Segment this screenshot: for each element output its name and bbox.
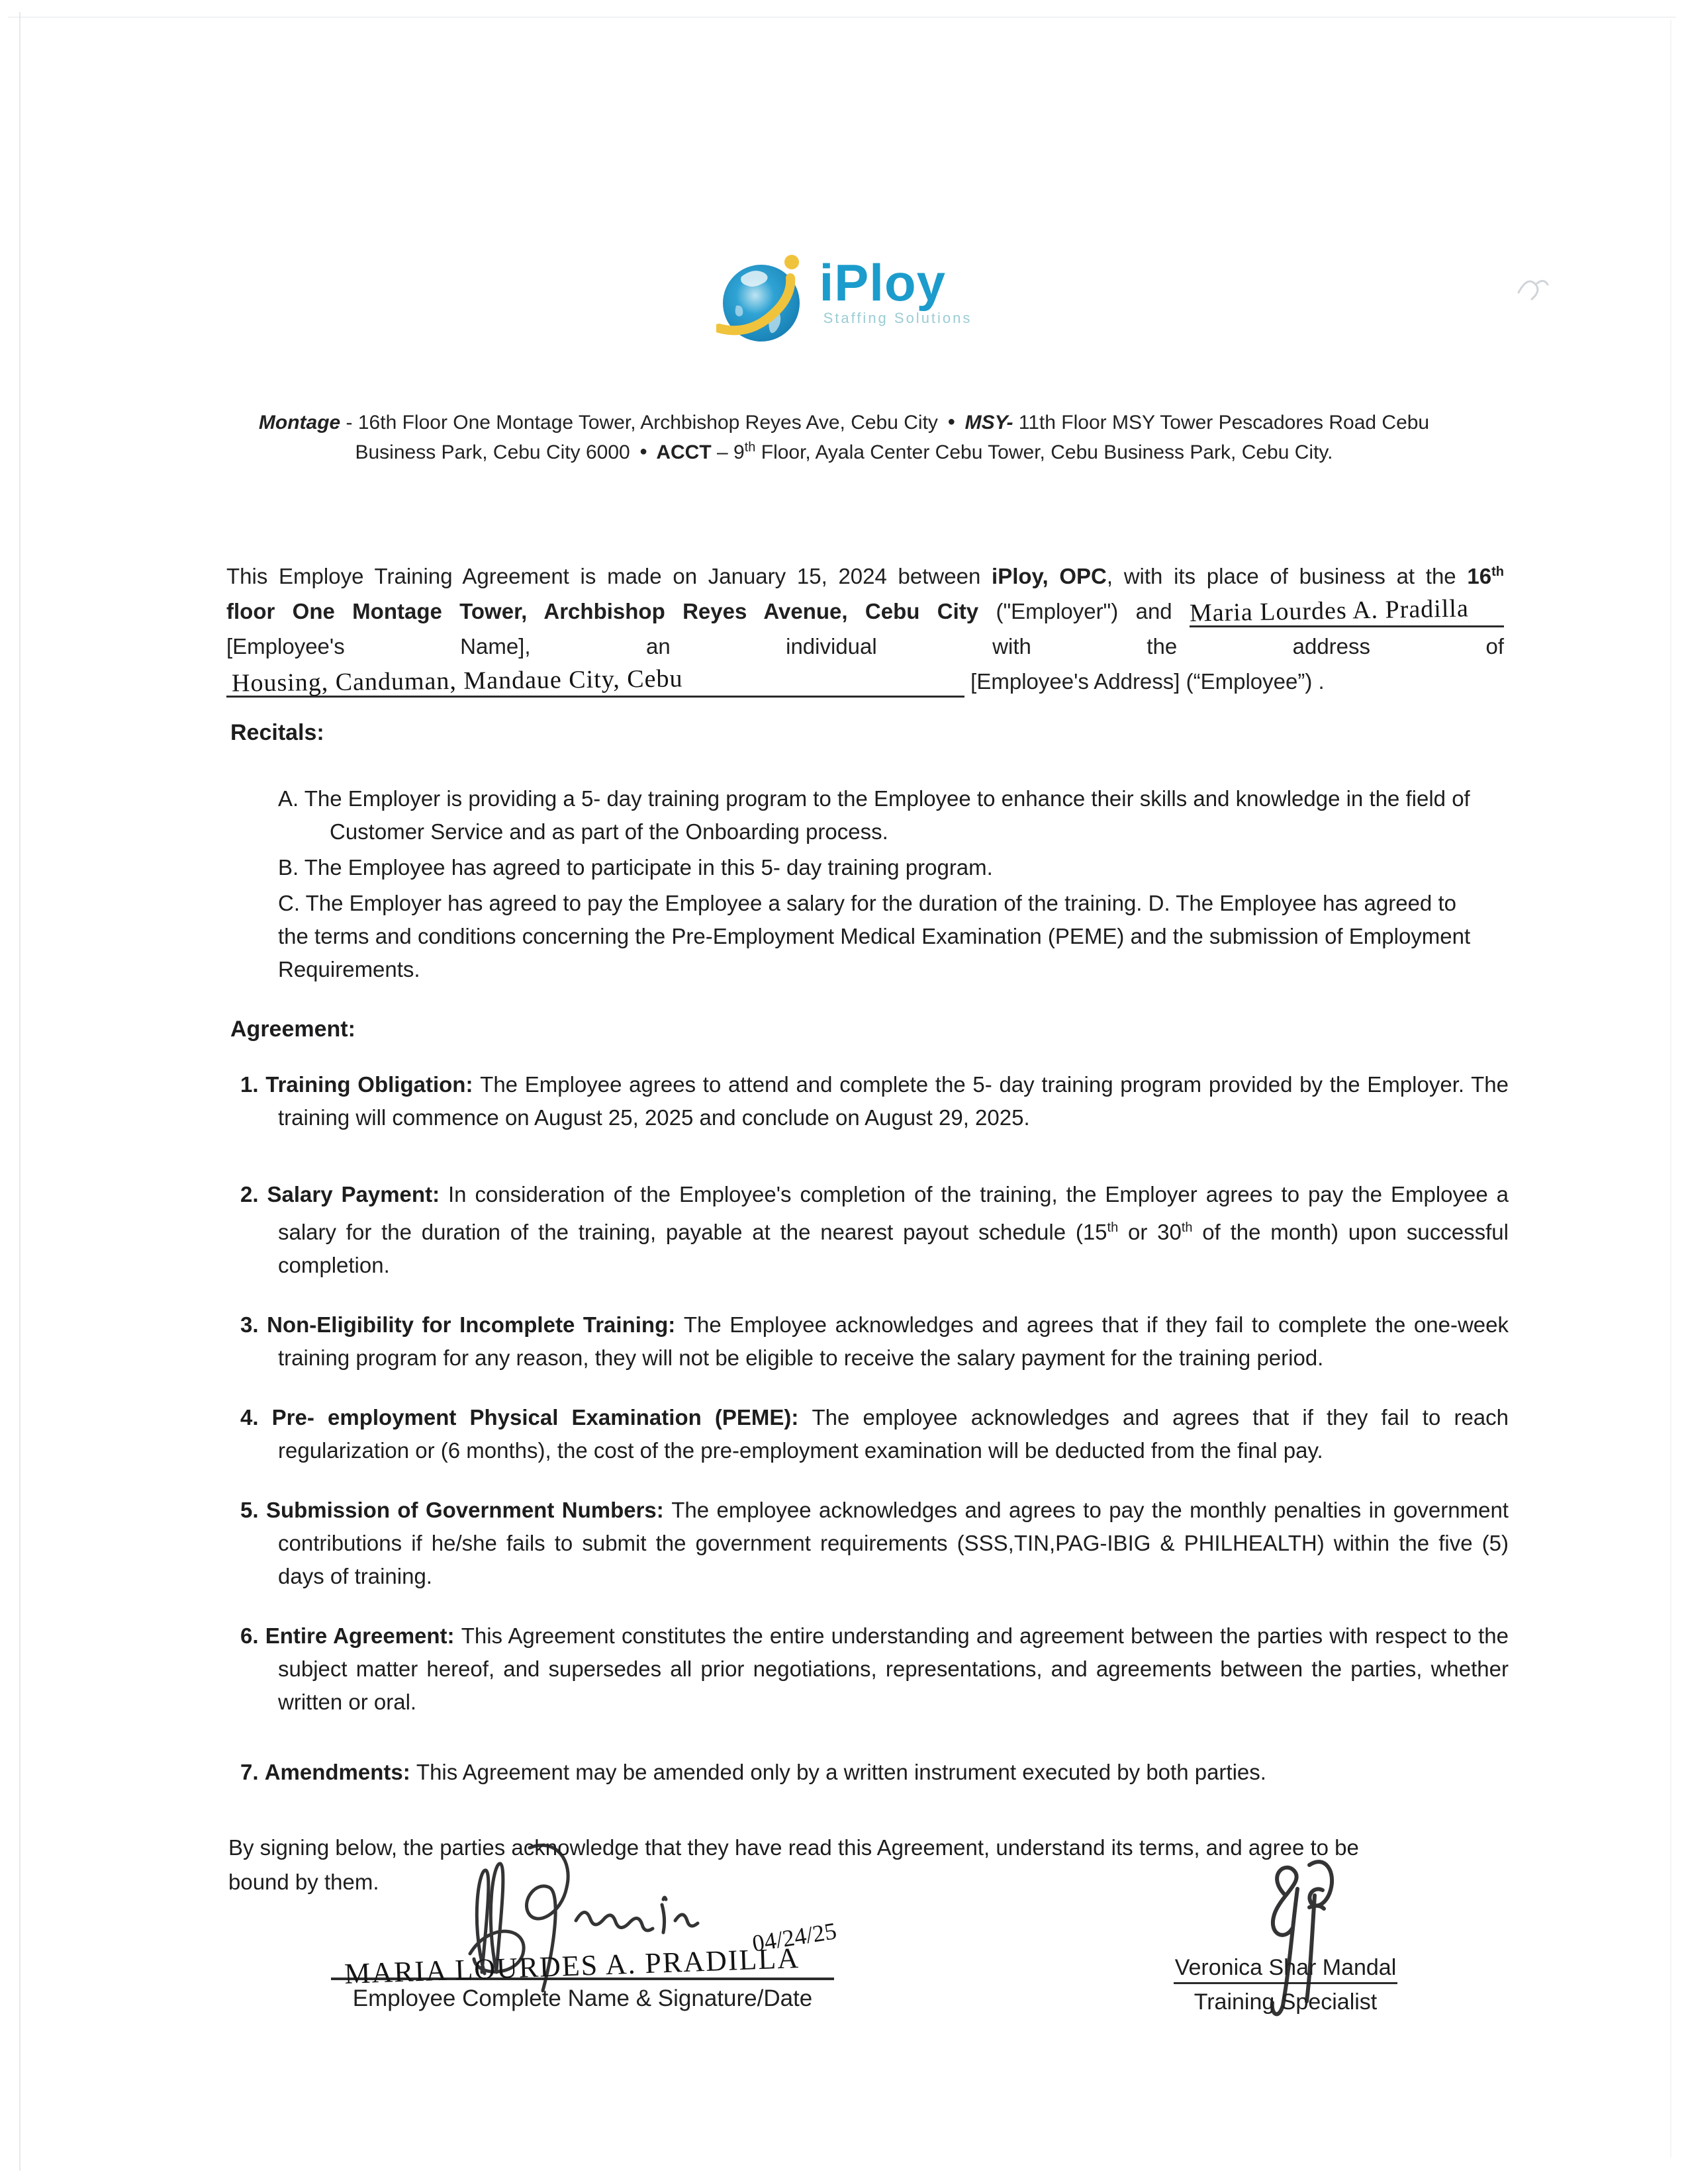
item-number: 3. xyxy=(240,1312,259,1337)
employee-signature-label: Employee Complete Name & Signature/Date xyxy=(352,1985,813,2011)
item-title-colon: : xyxy=(402,1760,416,1784)
intro-sup: th xyxy=(1491,565,1504,579)
employee-signature-line xyxy=(331,1881,839,1990)
address-acct-label: ACCT xyxy=(651,441,712,463)
item-number: 2. xyxy=(240,1182,259,1206)
item-text: The employee acknowledges and agrees to pay the monthly penalties in government contributions if he/she fails to submit the government requirements (SSS,TIN,PAG-IBIG & PHILHEALTH) within the five (5) days of training. xyxy=(278,1498,1509,1588)
item-title: Training Obligation xyxy=(265,1072,466,1097)
recitals-heading: Recitals: xyxy=(230,720,324,745)
item-title-colon: : xyxy=(656,1498,672,1522)
intro-line-2 xyxy=(226,594,1504,629)
agreement-item-3 xyxy=(240,1308,1509,1375)
employer-address-bold: floor One Montage Tower, Archbishop Reyes Avenue, Cebu City xyxy=(226,599,979,623)
address-acct-sup: th xyxy=(744,440,756,455)
closing-paragraph: By signing below, the parties acknowledge that they have read this Agreement, understand its terms, and agree to be bound by them. xyxy=(228,1835,1359,1894)
agreement-item-5 xyxy=(240,1494,1509,1593)
item-title: Salary Payment xyxy=(267,1182,433,1206)
item-number: 5. xyxy=(240,1498,259,1522)
employee-signature-block xyxy=(331,1881,839,2012)
intro-line-1 xyxy=(226,555,1504,594)
item-text: of the month) upon successful completion. xyxy=(278,1220,1509,1277)
agreement-item-2 xyxy=(240,1178,1509,1282)
logo-tagline: Staffing Solutions xyxy=(823,310,972,326)
specialist-signature-block xyxy=(1160,1857,1411,2015)
agreement-items xyxy=(240,1068,1509,1815)
item-text: or 30 xyxy=(1118,1220,1182,1244)
item-text: The Employee agrees to attend and complete the 5- day training program provided by the Employer. The training will commence on August 25, 2025 and conclude on August 29, 2025. xyxy=(278,1072,1509,1130)
address-msy-text: 11th Floor MSY Tower Pescadores Road Cebu Business Park, Cebu City 6000 xyxy=(355,412,1430,463)
employee-address-handwriting: Housing, Canduman, Mandaue City, Cebu xyxy=(231,664,683,698)
item-text: The employee acknowledges and agrees that if they fail to reach regularization or (6 months), the cost of the pre-employment examination will be deducted from the final pay. xyxy=(278,1405,1509,1463)
employee-name-blank xyxy=(1190,594,1504,627)
item-title-colon: : xyxy=(668,1312,684,1337)
item-title: Non-Eligibility for Incomplete Training xyxy=(267,1312,669,1337)
specialist-title: Training Specialist xyxy=(1194,1989,1378,2015)
item-number: 6. xyxy=(240,1623,259,1648)
address-acct-text: Floor, Ayala Center Cebu Tower, Cebu Business Park, Cebu City. xyxy=(755,441,1333,463)
item-title-colon: : xyxy=(432,1182,448,1206)
logo-block xyxy=(0,250,1688,349)
address-msy-label: MSY- xyxy=(959,412,1013,433)
intro-text: , with its place of business at the xyxy=(1106,564,1468,588)
intro-text: [Employee's Address] (“Employee”) . xyxy=(964,669,1325,694)
recital-b: B. The Employee has agreed to participate in this 5- day training program. xyxy=(278,855,993,880)
item-text: This Agreement constitutes the entire understanding and agreement between the parties with respect to the subject matter hereof, and supersedes all prior negotiations, representations, and agreements between the parties, whether written or oral. xyxy=(278,1623,1509,1714)
item-text: th xyxy=(1181,1220,1193,1235)
recitals-list xyxy=(278,782,1476,986)
employee-address-blank xyxy=(226,664,964,698)
item-title-colon: : xyxy=(465,1072,481,1097)
item-text: This Agreement may be amended only by a written instrument executed by both parties. xyxy=(416,1760,1266,1784)
employee-printed-name-handwriting: MARIA LOURDES A. PRADILLA xyxy=(344,1942,800,1990)
agreement-item-6 xyxy=(240,1619,1509,1719)
item-title-colon: : xyxy=(791,1405,812,1430)
specialist-name: Veronica Shar Mandal xyxy=(1174,1955,1398,1984)
recital-c: C. The Employer has agreed to pay the Employee a salary for the duration of the training. D. The Employee has agreed to the terms and conditions concerning the Pre-Employment Medical Examination (PEME) and the submission of Employment Requirements. xyxy=(278,891,1471,981)
address-montage-label: Montage xyxy=(258,412,341,433)
bullet-icon: ● xyxy=(947,414,956,429)
item-title-colon: : xyxy=(447,1623,461,1648)
recital-a: A. The Employer is providing a 5- day training program to the Employee to enhance their skills and knowledge in the field of Customer Service and as part of the Onboarding process. xyxy=(278,786,1470,844)
pencil-mark xyxy=(1511,263,1557,310)
item-title: Pre- employment Physical Examination (PEME) xyxy=(271,1405,792,1430)
item-number: 1. xyxy=(240,1072,259,1097)
intro-line-3 xyxy=(226,629,1504,664)
item-text: The Employee acknowledges and agrees that if they fail to complete the one-week training program for any reason, they will not be eligible to receive the salary payment for the training period. xyxy=(278,1312,1509,1370)
agreement-heading: Agreement: xyxy=(230,1017,355,1042)
agreement-item-4 xyxy=(240,1401,1509,1467)
scan-edge-top xyxy=(8,17,1676,18)
item-text: th xyxy=(1107,1220,1119,1235)
item-title: Submission of Government Numbers xyxy=(265,1498,657,1522)
agreement-item-1 xyxy=(240,1068,1509,1134)
employee-signature-date-handwriting: 04/24/25 xyxy=(750,1917,839,1957)
address-montage-text: - 16th Floor One Montage Tower, Archbishop Reyes Ave, Cebu City xyxy=(340,412,944,433)
logo-brand-text: iPloy xyxy=(819,253,946,312)
item-title: Amendments xyxy=(264,1760,403,1784)
specialist-signature-icon xyxy=(1246,1849,1345,2021)
intro-text: [Employee's Name], an individual with the address of xyxy=(226,634,1504,659)
intro-text: ("Employer") and xyxy=(978,599,1190,623)
agreement-item-7 xyxy=(240,1756,1509,1789)
intro-paragraph xyxy=(226,555,1504,699)
item-title: Entire Agreement xyxy=(265,1623,447,1648)
company-address-header xyxy=(218,408,1470,467)
intro-text-bold: 16 xyxy=(1467,564,1492,588)
intro-line-4 xyxy=(226,664,1504,699)
item-number: 7. xyxy=(240,1760,259,1784)
employer-name-bold: iPloy, OPC xyxy=(992,564,1107,588)
item-number: 4. xyxy=(240,1405,259,1430)
employee-name-handwriting: Maria Lourdes A. Pradilla xyxy=(1189,594,1470,627)
globe-logo-icon xyxy=(716,250,816,349)
item-text: In consideration of the Employee's completion of the training, the Employer agrees to pay the Employee a salary for the duration of the training, payable at the nearest payout schedule (15 xyxy=(278,1182,1509,1244)
address-acct-text-pre: – 9 xyxy=(711,441,745,463)
bullet-icon: ● xyxy=(639,444,648,459)
intro-text: This Employe Training Agreement is made on January 15, 2024 between xyxy=(226,564,992,588)
